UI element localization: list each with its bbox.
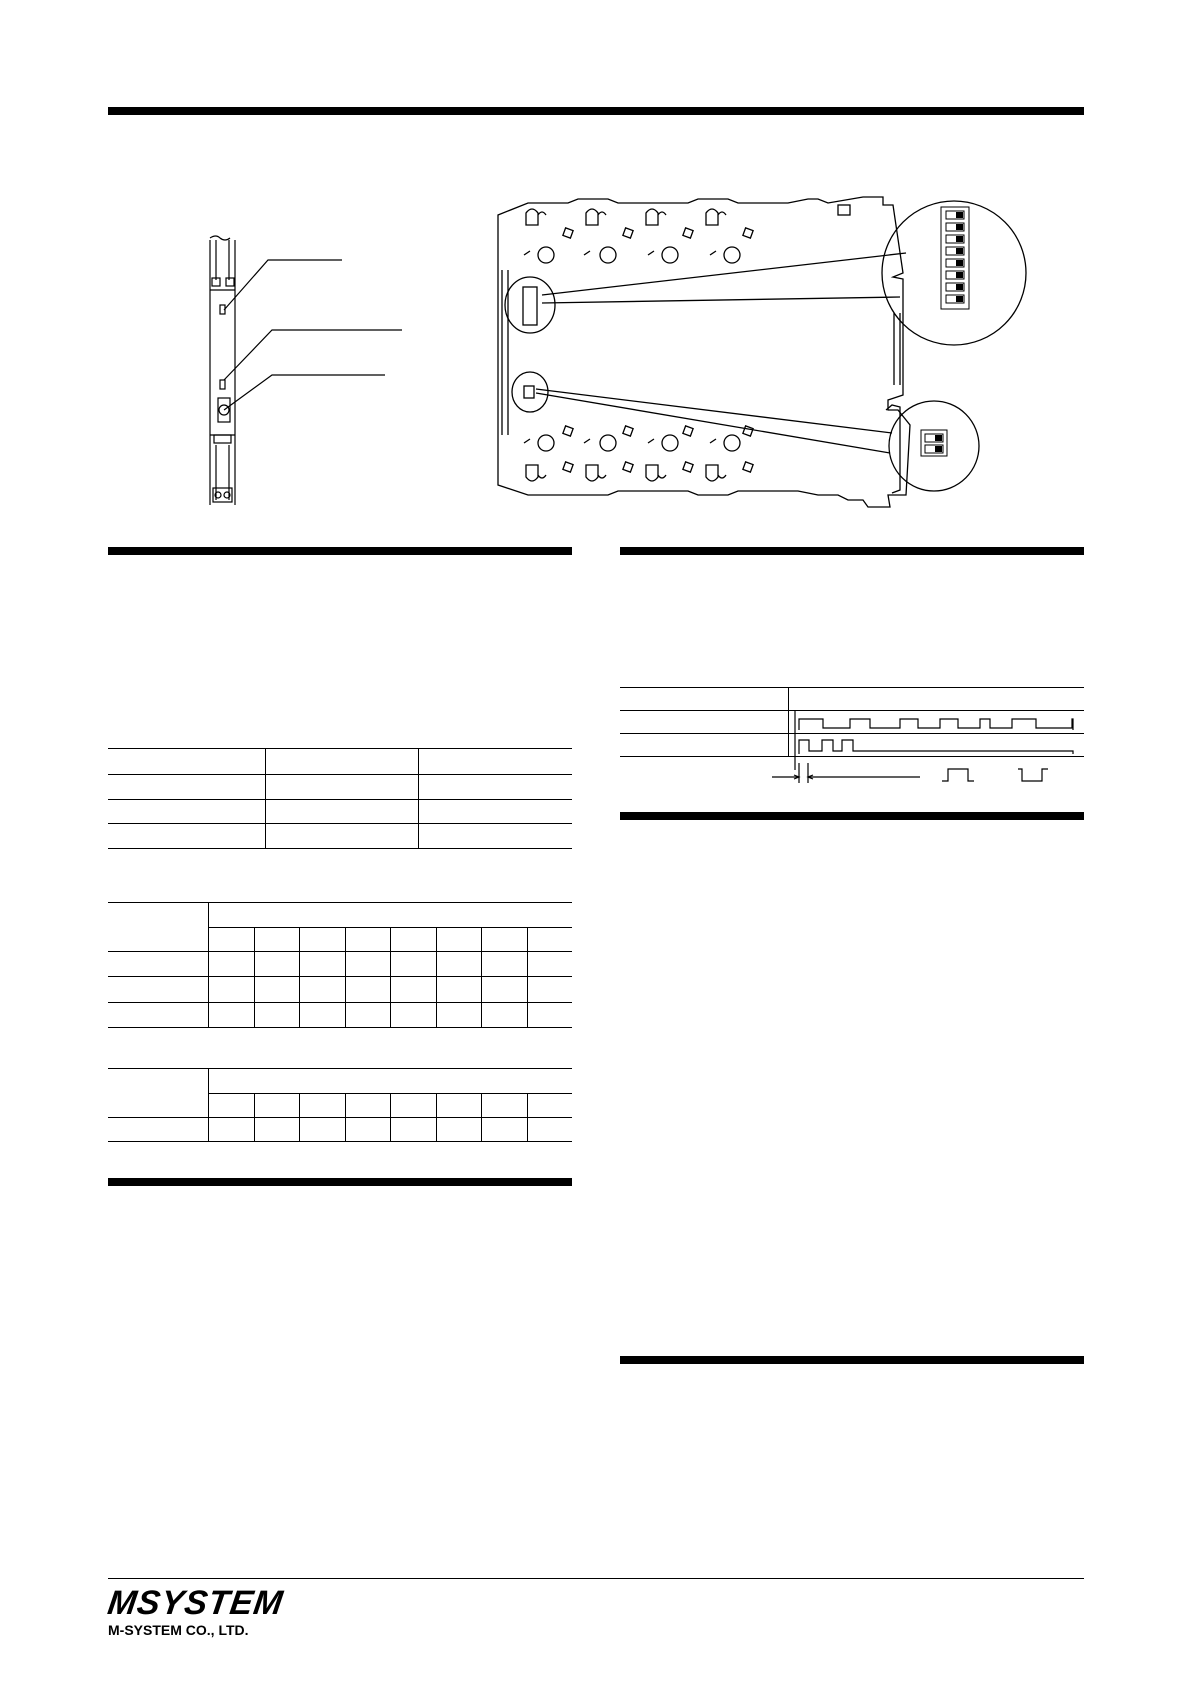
table-column-divider <box>436 1093 437 1141</box>
dip-switch-knob <box>935 446 942 452</box>
table-column-divider <box>390 1093 391 1141</box>
section-rule-right-1 <box>620 547 1084 555</box>
dip-switch-knob <box>956 272 963 278</box>
module-front-view-drawing <box>488 195 1018 510</box>
company-logo <box>105 1584 286 1638</box>
side-view-drawing <box>180 230 400 515</box>
table-column-divider <box>527 1093 528 1141</box>
table-column-divider <box>299 1093 300 1141</box>
dip-switch-knob <box>956 212 963 218</box>
table-column-divider <box>345 1093 346 1141</box>
dip-switch-knob <box>956 260 963 266</box>
table-column-divider <box>299 927 300 1027</box>
table-column-divider <box>481 927 482 1027</box>
dip-switch-knob <box>956 224 963 230</box>
dip-switch-knob <box>956 248 963 254</box>
footer-rule <box>108 1578 1084 1579</box>
table-column-divider <box>527 927 528 1027</box>
top-rule <box>108 107 1084 115</box>
dip-switch-knob <box>956 236 963 242</box>
dip-switch-knob <box>935 435 942 441</box>
section-rule-left-2 <box>108 1178 572 1186</box>
table-column-divider <box>390 927 391 1027</box>
dip-switch-knob <box>956 284 963 290</box>
section-rule-left-1 <box>108 547 572 555</box>
table-column-divider <box>345 927 346 1027</box>
section-rule-right-2 <box>620 812 1084 820</box>
company-name: M-SYSTEM CO., LTD. <box>108 1622 249 1638</box>
large-dip-switch <box>941 207 969 309</box>
logo-wordmark: MSYSTEM <box>105 1584 286 1622</box>
timing-waveforms <box>790 710 1090 785</box>
table-column-divider <box>254 927 255 1027</box>
table-column-divider <box>481 1093 482 1141</box>
section-rule-right-3 <box>620 1356 1084 1364</box>
table-column-divider <box>436 927 437 1027</box>
table-column-divider <box>254 1093 255 1141</box>
dip-switch-knob <box>956 296 963 302</box>
